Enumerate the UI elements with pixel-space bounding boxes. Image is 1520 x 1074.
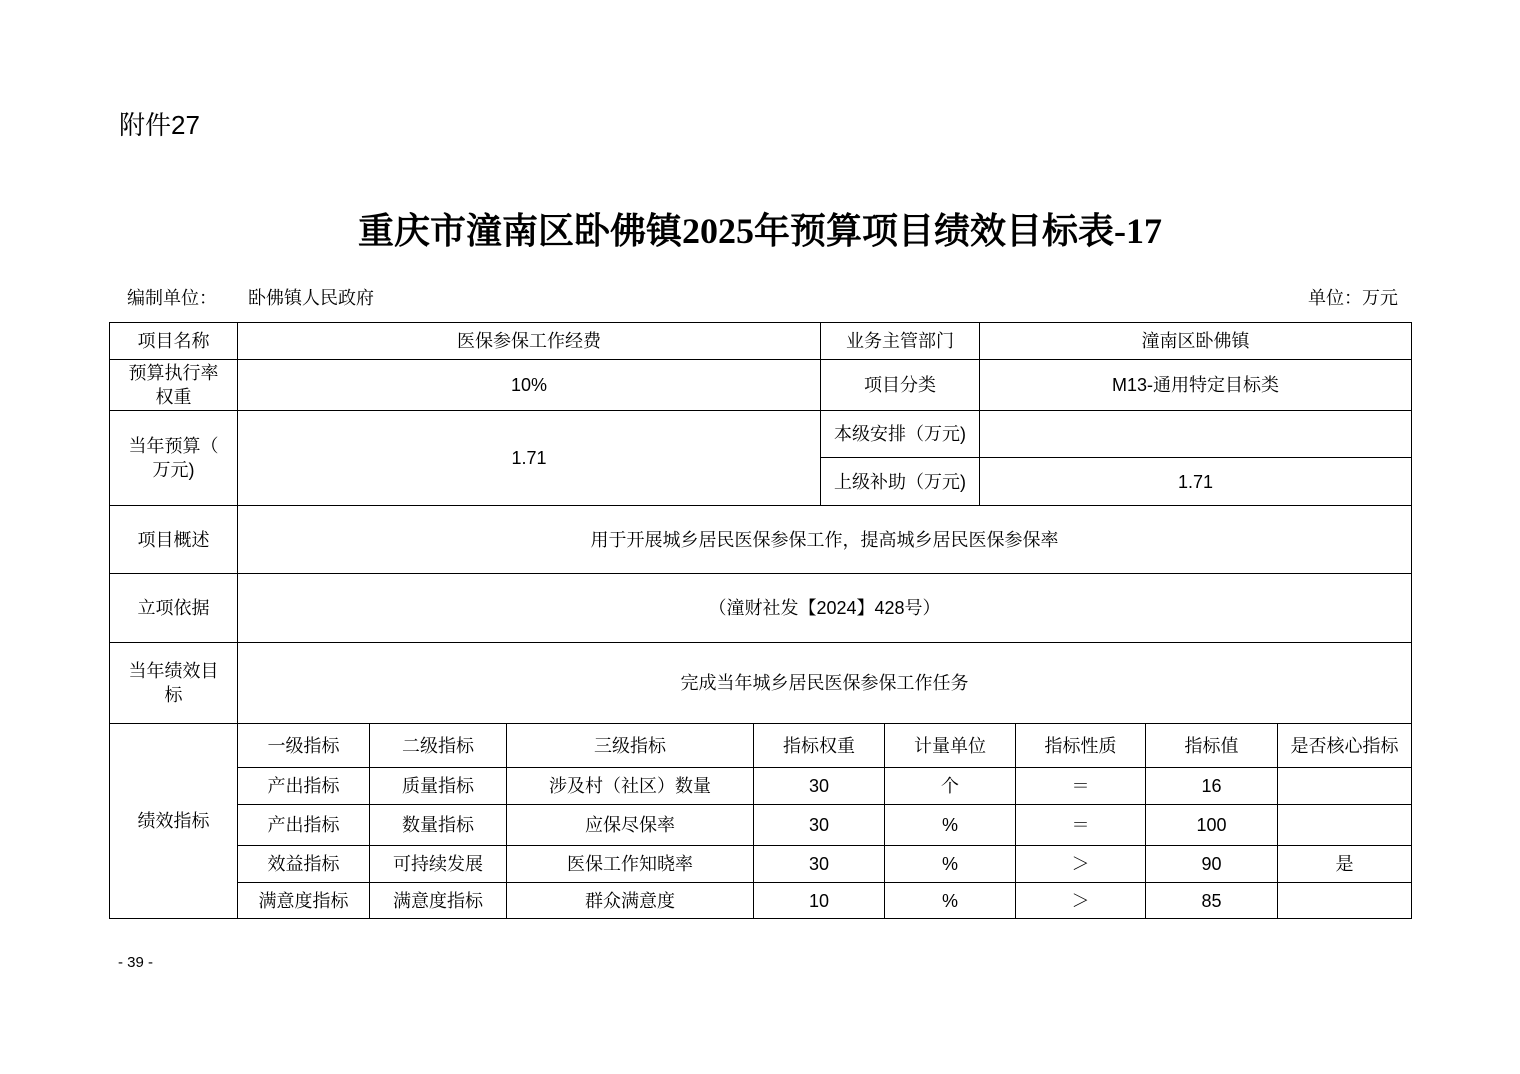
indicator-level2: 可持续发展 [370,846,507,883]
header-nature: 指标性质 [1016,724,1146,768]
row-basis [110,574,1412,643]
indicator-level2: 质量指标 [370,768,507,805]
indicator-level3: 群众满意度 [507,883,754,919]
indicator-value: 85 [1146,883,1278,919]
indicator-row [110,883,1412,919]
header-unit: 计量单位 [885,724,1016,768]
indicator-unit: % [885,883,1016,919]
project-name-value: 医保参保工作经费 [238,323,821,360]
performance-target-table [109,322,1412,919]
indicator-weight: 10 [754,883,885,919]
attachment-label: 附件27 [119,110,200,140]
indicator-header-row [110,724,1412,768]
overview-label: 项目概述 [110,506,238,574]
indicator-level3: 应保尽保率 [507,805,754,846]
local-arrangement-value [980,411,1412,458]
header-weight: 指标权重 [754,724,885,768]
compiling-unit-name: 卧佛镇人民政府 [248,288,374,308]
indicator-unit: 个 [885,768,1016,805]
row-exec-rate [110,360,1412,411]
header-value: 指标值 [1146,724,1278,768]
indicator-unit: % [885,805,1016,846]
basis-label: 立项依据 [110,574,238,643]
indicator-core [1278,768,1412,805]
page-number: - 39 - [118,954,154,971]
indicator-value: 16 [1146,768,1278,805]
table-body [110,323,1412,919]
indicator-level1: 产出指标 [238,768,370,805]
annual-budget-value: 1.71 [238,411,821,506]
row-project-name [110,323,1412,360]
category-label: 项目分类 [821,360,980,411]
department-label: 业务主管部门 [821,323,980,360]
header-level3: 三级指标 [507,724,754,768]
annual-goal-label: 当年绩效目 标 [110,643,238,724]
category-value: M13-通用特定目标类 [980,360,1412,411]
indicator-row [110,805,1412,846]
indicator-unit: % [885,846,1016,883]
local-arrangement-label: 本级安排（万元) [821,411,980,458]
indicator-level2: 数量指标 [370,805,507,846]
indicator-level1: 产出指标 [238,805,370,846]
indicator-weight: 30 [754,805,885,846]
currency-unit: 单位：万元 [1308,288,1398,308]
exec-rate-weight-value: 10% [238,360,821,411]
row-annual-goal [110,643,1412,724]
department-value: 潼南区卧佛镇 [980,323,1412,360]
indicator-row [110,846,1412,883]
indicator-core [1278,805,1412,846]
indicator-core: 是 [1278,846,1412,883]
indicator-level3: 涉及村（社区）数量 [507,768,754,805]
indicator-nature: ＝ [1016,768,1146,805]
indicator-weight: 30 [754,768,885,805]
basis-value: （潼财社发【2024】428号） [238,574,1412,643]
superior-subsidy-label: 上级补助（万元) [821,458,980,506]
indicator-level2: 满意度指标 [370,883,507,919]
indicator-weight: 30 [754,846,885,883]
annual-goal-value: 完成当年城乡居民医保参保工作任务 [238,643,1412,724]
indicator-level3: 医保工作知晓率 [507,846,754,883]
header-level2: 二级指标 [370,724,507,768]
exec-rate-weight-label: 预算执行率 权重 [110,360,238,411]
indicator-nature: ＞ [1016,883,1146,919]
row-annual-budget [110,411,1412,458]
indicator-core [1278,883,1412,919]
indicators-section-label: 绩效指标 [110,724,238,919]
superior-subsidy-value: 1.71 [980,458,1412,506]
document-title: 重庆市潼南区卧佛镇2025年预算项目绩效目标表-17 [358,211,1162,251]
project-name-label: 项目名称 [110,323,238,360]
indicator-nature: ＝ [1016,805,1146,846]
indicator-row [110,768,1412,805]
indicator-level1: 满意度指标 [238,883,370,919]
indicator-value: 100 [1146,805,1278,846]
overview-value: 用于开展城乡居民医保参保工作，提高城乡居民医保参保率 [238,506,1412,574]
annual-budget-label: 当年预算（ 万元) [110,411,238,506]
compiling-unit-label: 编制单位： [127,288,217,308]
row-overview [110,506,1412,574]
header-level1: 一级指标 [238,724,370,768]
indicator-nature: ＞ [1016,846,1146,883]
indicator-level1: 效益指标 [238,846,370,883]
indicator-value: 90 [1146,846,1278,883]
header-core: 是否核心指标 [1278,724,1412,768]
